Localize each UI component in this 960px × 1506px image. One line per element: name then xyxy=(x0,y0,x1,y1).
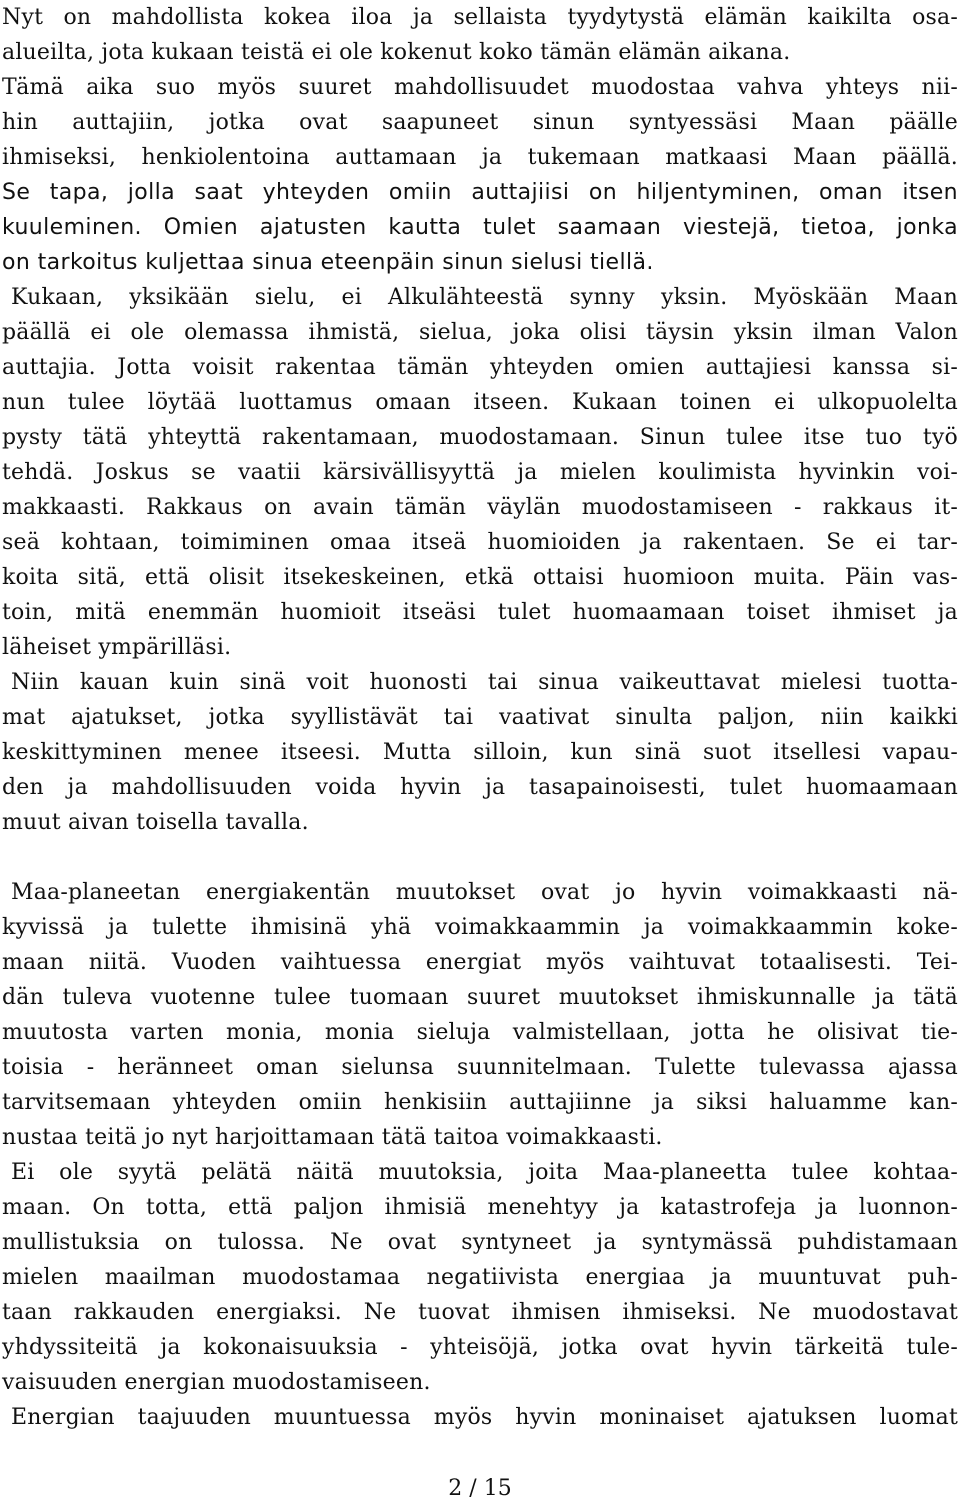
text-line: yhdyssiteitä ja kokonaisuuksia - yhteisöjä, jotka ovat hyvin tärkeitä tule- xyxy=(2,1335,958,1360)
text-line: kyvissä ja tulette ihmisinä yhä voimakkaammin ja voimakkaammin koke- xyxy=(2,915,958,940)
text-line: mat ajatukset, jotka syyllistävät tai vaativat sinulta paljon, niin kaikki xyxy=(2,705,958,730)
text-line: on tarkoitus kuljettaa sinua eteenpäin sinun sielusi tiellä. xyxy=(2,250,654,275)
text-line: muut aivan toisella tavalla. xyxy=(2,810,309,835)
text-line: toisia - heränneet oman sielunsa suunnitelmaan. Tulette tulevassa ajassa xyxy=(2,1055,958,1080)
text-line: hin auttajiin, jotka ovat saapuneet sinun syntyessäsi Maan päälle xyxy=(2,110,958,135)
text-line: Maa-planeetan energiakentän muutokset ovat jo hyvin voimakkaasti nä- xyxy=(11,880,958,905)
text-line: alueilta, jota kukaan teistä ei ole kokenut koko tämän elämän aikana. xyxy=(2,40,791,65)
text-line: Energian taajuuden muuntuessa myös hyvin moninaiset ajatuksen luomat xyxy=(11,1405,958,1430)
text-line: pysty tätä yhteyttä rakentamaan, muodostamaan. Sinun tulee itse tuo työ xyxy=(2,425,958,450)
text-line: seä kohtaan, toimiminen omaa itseä huomioiden ja rakentaen. Se ei tar- xyxy=(2,530,958,555)
text-line: mielen maailman muodostamaa negatiivista energiaa ja muuntuvat puh- xyxy=(2,1265,958,1290)
text-line: den ja mahdollisuuden voida hyvin ja tasapainoisesti, tulet huomaamaan xyxy=(2,775,958,800)
text-line: maan niitä. Vuoden vaihtuessa energiat myös vaihtuvat totaalisesti. Tei- xyxy=(2,950,958,975)
text-line: taan rakkauden energiaksi. Ne tuovat ihmisen ihmiseksi. Ne muodostavat xyxy=(2,1300,958,1325)
text-line: Niin kauan kuin sinä voit huonosti tai sinua vaikeuttavat mielesi tuotta- xyxy=(11,670,958,695)
text-line: kuuleminen. Omien ajatusten kautta tulet saamaan viestejä, tietoa, jonka xyxy=(2,215,958,240)
text-line: auttajia. Jotta voisit rakentaa tämän yhteyden omien auttajiesi kanssa si- xyxy=(2,355,958,380)
text-line: vaisuuden energian muodostamiseen. xyxy=(2,1370,431,1395)
text-line: päällä ei ole olemassa ihmistä, sielua, joka olisi täysin yksin ilman Valon xyxy=(2,320,958,345)
text-line: makkaasti. Rakkaus on avain tämän väylän muodostamiseen - rakkaus it- xyxy=(2,495,958,520)
text-line: tarvitsemaan yhteyden omiin henkisiin auttajiinne ja siksi haluamme kan- xyxy=(2,1090,958,1115)
text-line: nun tulee löytää luottamus omaan itseen. Kukaan toinen ei ulkopuolelta xyxy=(2,390,958,415)
text-line: maan. On totta, että paljon ihmisiä menehtyy ja katastrofeja ja luonnon- xyxy=(2,1195,958,1220)
text-line: keskittyminen menee itseesi. Mutta silloin, kun sinä suot itsellesi vapau- xyxy=(2,740,958,765)
text-line: ihmiseksi, henkiolentoina auttamaan ja tukemaan matkaasi Maan päällä. xyxy=(2,145,958,170)
text-line: dän tuleva vuotenne tulee tuomaan suuret muutokset ihmiskunnalle ja tätä xyxy=(2,985,958,1010)
text-line: nustaa teitä jo nyt harjoittamaan tätä taitoa voimakkaasti. xyxy=(2,1125,663,1150)
text-line: Nyt on mahdollista kokea iloa ja sellaista tyydytystä elämän kaikilta osa- xyxy=(2,5,958,30)
text-line: Se tapa, jolla saat yhteyden omiin auttajiisi on hiljentyminen, oman itsen xyxy=(2,180,958,205)
text-line: mullistuksia on tulossa. Ne ovat syntyneet ja syntymässä puhdistamaan xyxy=(2,1230,958,1255)
text-line: tehdä. Joskus se vaatii kärsivällisyyttä ja mielen koulimista hyvinkin voi- xyxy=(2,460,958,485)
text-line: Tämä aika suo myös suuret mahdollisuudet muodostaa vahva yhteys nii- xyxy=(2,75,958,100)
text-line: läheiset ympärilläsi. xyxy=(2,635,232,660)
text-line: toin, mitä enemmän huomioit itseäsi tulet huomaamaan toiset ihmiset ja xyxy=(2,600,958,625)
text-line: koita sitä, että olisit itsekeskeinen, etkä ottaisi huomioon muita. Päin vas- xyxy=(2,565,958,590)
text-line: Ei ole syytä pelätä näitä muutoksia, joita Maa-planeetta tulee kohtaa- xyxy=(11,1160,958,1185)
page-number: 2 / 15 xyxy=(448,1476,512,1501)
text-line: muutosta varten monia, monia sieluja valmistellaan, jotta he olisivat tie- xyxy=(2,1020,958,1045)
text-line: Kukaan, yksikään sielu, ei Alkulähteestä synny yksin. Myöskään Maan xyxy=(11,285,958,310)
